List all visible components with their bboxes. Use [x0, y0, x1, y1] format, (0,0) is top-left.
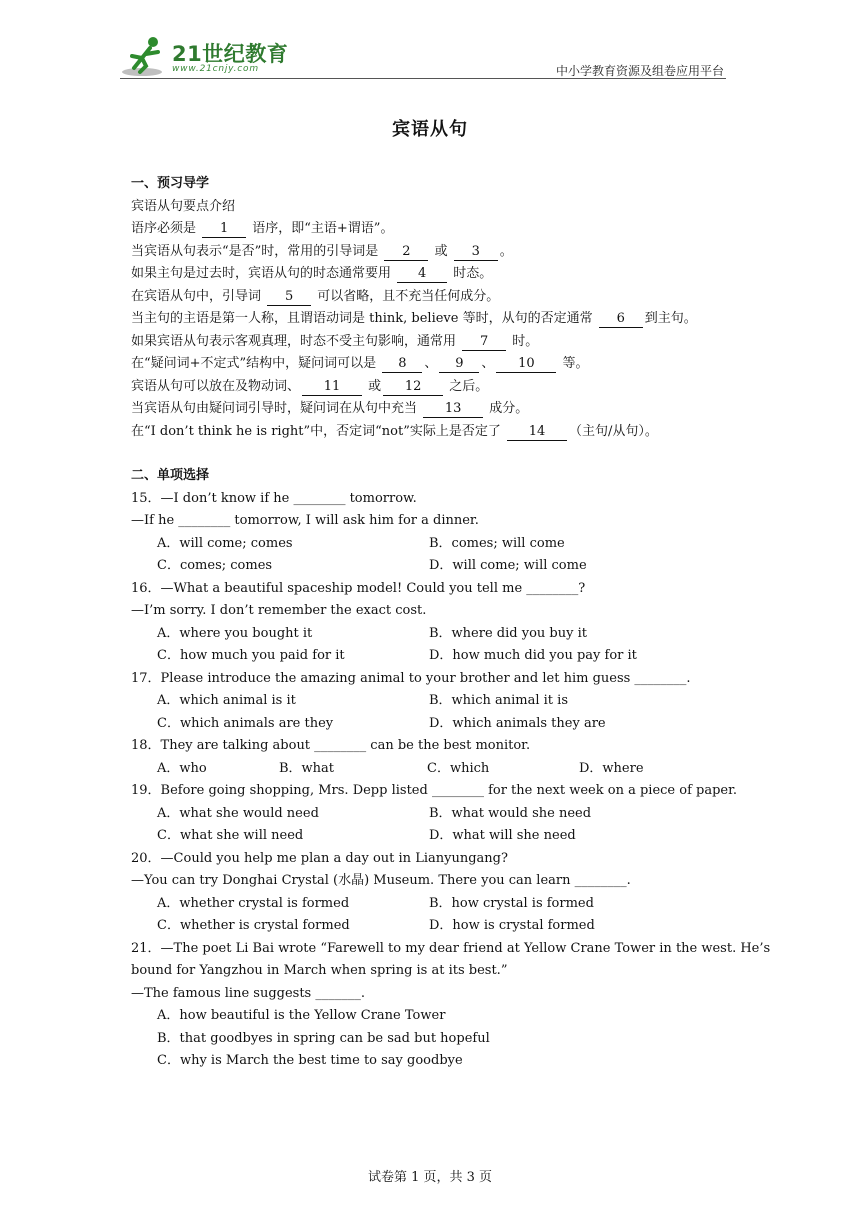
fill-in-line: [131, 218, 735, 241]
option-row: [131, 1005, 735, 1028]
question-stem: —The famous line suggests _______.: [131, 985, 365, 1001]
logo-text: 21世纪教育: [172, 42, 289, 66]
answer-option[interactable]: C．how much you paid for it: [157, 648, 345, 663]
header-divider: [120, 78, 726, 79]
text-segment: 或: [430, 243, 452, 259]
blank-6: 6: [599, 311, 643, 328]
answer-option[interactable]: B．that goodbyes in spring can be sad but hopeful: [157, 1030, 490, 1046]
question-stem: —I’m sorry. I don’t remember the exact cost.: [131, 603, 427, 618]
answer-option[interactable]: A．which animal is it: [157, 693, 296, 708]
blank-5: 5: [267, 289, 311, 306]
blank-11: 11: [302, 379, 362, 396]
answer-option[interactable]: A．where you bought it: [157, 625, 313, 641]
option-row: [131, 893, 735, 916]
answer-option[interactable]: D．what will she need: [429, 828, 576, 843]
option-row: [131, 1050, 735, 1073]
fill-in-line: [131, 421, 735, 444]
blank-2: 2: [384, 244, 428, 261]
text-segment: 、: [424, 356, 438, 371]
blank-3: 3: [454, 244, 498, 261]
logo: [120, 34, 290, 78]
answer-option[interactable]: D．how much did you pay for it: [429, 648, 637, 663]
fill-in-list: [131, 218, 735, 443]
blank-12: 12: [383, 379, 443, 396]
question-stem: —You can try Donghai Crystal (水晶) Museum. There you can learn ________.: [131, 873, 631, 888]
answer-option[interactable]: C．what she will need: [157, 828, 304, 843]
answer-option[interactable]: A．who: [157, 760, 207, 776]
blank-1: 1: [202, 221, 246, 238]
answer-option[interactable]: B．which animal it is: [429, 693, 568, 708]
answer-option[interactable]: D．how is crystal formed: [429, 918, 595, 933]
option-row: [131, 825, 735, 848]
text-segment: 当主句的主语是第一人称，且谓语动词是 think, believe 等时，从句的否定通常: [131, 311, 597, 326]
blank-8: 8: [382, 356, 422, 373]
option-row: [131, 803, 735, 826]
page-footer: 试卷第 1 页，共 3 页: [367, 1170, 493, 1185]
answer-option[interactable]: D．will come; will come: [429, 558, 587, 573]
fill-in-line: [131, 376, 735, 399]
section-gap: [131, 443, 735, 465]
section-heading-preview: 一、预习导学: [131, 176, 210, 191]
option-row: [131, 758, 735, 781]
text-segment: 如果主句是过去时，宾语从句的时态通常要用: [131, 266, 396, 281]
blank-9: 9: [439, 356, 479, 373]
fill-in-line: [131, 241, 735, 264]
text-segment: 等。: [558, 356, 589, 371]
answer-option[interactable]: C．which: [427, 760, 490, 776]
text-segment: 到主句。: [644, 311, 697, 326]
answer-option[interactable]: A．will come; comes: [157, 535, 293, 551]
text-segment: 在“I don’t think he is right”中，否定词“not”实际上是否定了: [131, 423, 506, 439]
text-segment: 在宾语从句中，引导词: [131, 288, 266, 304]
answer-option[interactable]: A．how beautiful is the Yellow Crane Tower: [157, 1008, 446, 1023]
question-stem: 20．—Could you help me plan a day out in Lianyungang?: [131, 850, 508, 866]
document-body: [131, 173, 771, 1073]
text-segment: 成分。: [485, 401, 529, 416]
logo-url: www.21cnjy.com: [172, 64, 259, 74]
text-segment: （主句/从句）。: [569, 423, 658, 439]
answer-option[interactable]: B．comes; will come: [429, 535, 565, 551]
text-segment: 、: [481, 356, 495, 371]
option-row: [131, 915, 735, 938]
text-segment: 之后。: [445, 378, 489, 394]
text-segment: 语序，即“主语+谓语”。: [248, 221, 394, 236]
question-stem: bound for Yangzhou in March when spring is at its best.”: [131, 963, 508, 978]
intro-line: 宾语从句要点介绍: [131, 198, 236, 214]
fill-in-line: [131, 331, 735, 354]
text-segment: 当宾语从句由疑问词引导时，疑问词在从句中充当: [131, 401, 422, 416]
question-stem: 21．—The poet Li Bai wrote “Farewell to my dear friend at Yellow Crane Tower in the west. He’s: [131, 940, 771, 956]
runner-logo-icon: [120, 34, 168, 78]
blank-13: 13: [423, 401, 483, 418]
fill-in-line: [131, 263, 735, 286]
option-row: [131, 623, 735, 646]
option-row: [131, 713, 735, 736]
answer-option[interactable]: C．why is March the best time to say goodbye: [157, 1053, 463, 1068]
fill-in-line: [131, 353, 735, 376]
fill-in-line: [131, 308, 735, 331]
text-segment: 当宾语从句表示“是否”时，常用的引导词是: [131, 243, 383, 259]
option-row: [131, 555, 735, 578]
question-stem: 19．Before going shopping, Mrs. Depp listed ________ for the next week on a piece of paper.: [131, 783, 738, 798]
blank-4: 4: [397, 266, 447, 283]
blank-7: 7: [462, 334, 506, 351]
question-stem: 17．Please introduce the amazing animal to your brother and let him guess ________.: [131, 670, 691, 686]
text-segment: 宾语从句可以放在及物动词、: [131, 378, 301, 394]
question-stem: 15．—I don’t know if he ________ tomorrow.: [131, 490, 417, 506]
text-segment: 可以省略，且不充当任何成分。: [313, 288, 500, 304]
option-row: [131, 645, 735, 668]
fill-in-line: [131, 398, 735, 421]
option-row: [131, 690, 735, 713]
question-list: [131, 488, 771, 1073]
answer-option[interactable]: B．what: [279, 760, 335, 776]
platform-name: 中小学教育资源及组卷应用平台: [555, 64, 724, 78]
page-header: [120, 34, 726, 82]
answer-option[interactable]: C．comes; comes: [157, 558, 273, 573]
option-row: [131, 1028, 735, 1051]
text-segment: 语序必须是: [131, 221, 201, 236]
answer-option[interactable]: C．which animals are they: [157, 715, 334, 731]
text-segment: 或: [364, 378, 382, 394]
text-segment: 时。: [508, 333, 539, 349]
blank-10: 10: [496, 356, 556, 373]
answer-option[interactable]: B．what would she need: [429, 805, 592, 821]
text-segment: 如果宾语从句表示客观真理，时态不受主句影响，通常用: [131, 333, 461, 349]
section-heading-choice: 二、单项选择: [131, 468, 210, 483]
text-segment: 时态。: [449, 266, 493, 281]
answer-option[interactable]: A．what she would need: [157, 805, 319, 821]
question-stem: 16．—What a beautiful spaceship model! Could you tell me ________?: [131, 580, 586, 596]
answer-option[interactable]: B．how crystal is formed: [429, 895, 594, 911]
document-title: 宾语从句: [392, 119, 468, 140]
question-stem: —If he ________ tomorrow, I will ask him for a dinner.: [131, 513, 479, 528]
question-stem: 18．They are talking about ________ can be the best monitor.: [131, 738, 531, 753]
answer-option[interactable]: B．where did you buy it: [429, 625, 587, 641]
blank-14: 14: [507, 424, 567, 441]
text-segment: 在“疑问词+不定式”结构中，疑问词可以是: [131, 356, 381, 371]
answer-option[interactable]: D．where: [579, 760, 644, 776]
answer-option[interactable]: C．whether is crystal formed: [157, 918, 350, 933]
fill-in-line: [131, 286, 735, 309]
text-segment: 。: [499, 243, 513, 259]
option-row: [131, 533, 735, 556]
answer-option[interactable]: A．whether crystal is formed: [157, 895, 350, 911]
answer-option[interactable]: D．which animals they are: [429, 715, 606, 731]
